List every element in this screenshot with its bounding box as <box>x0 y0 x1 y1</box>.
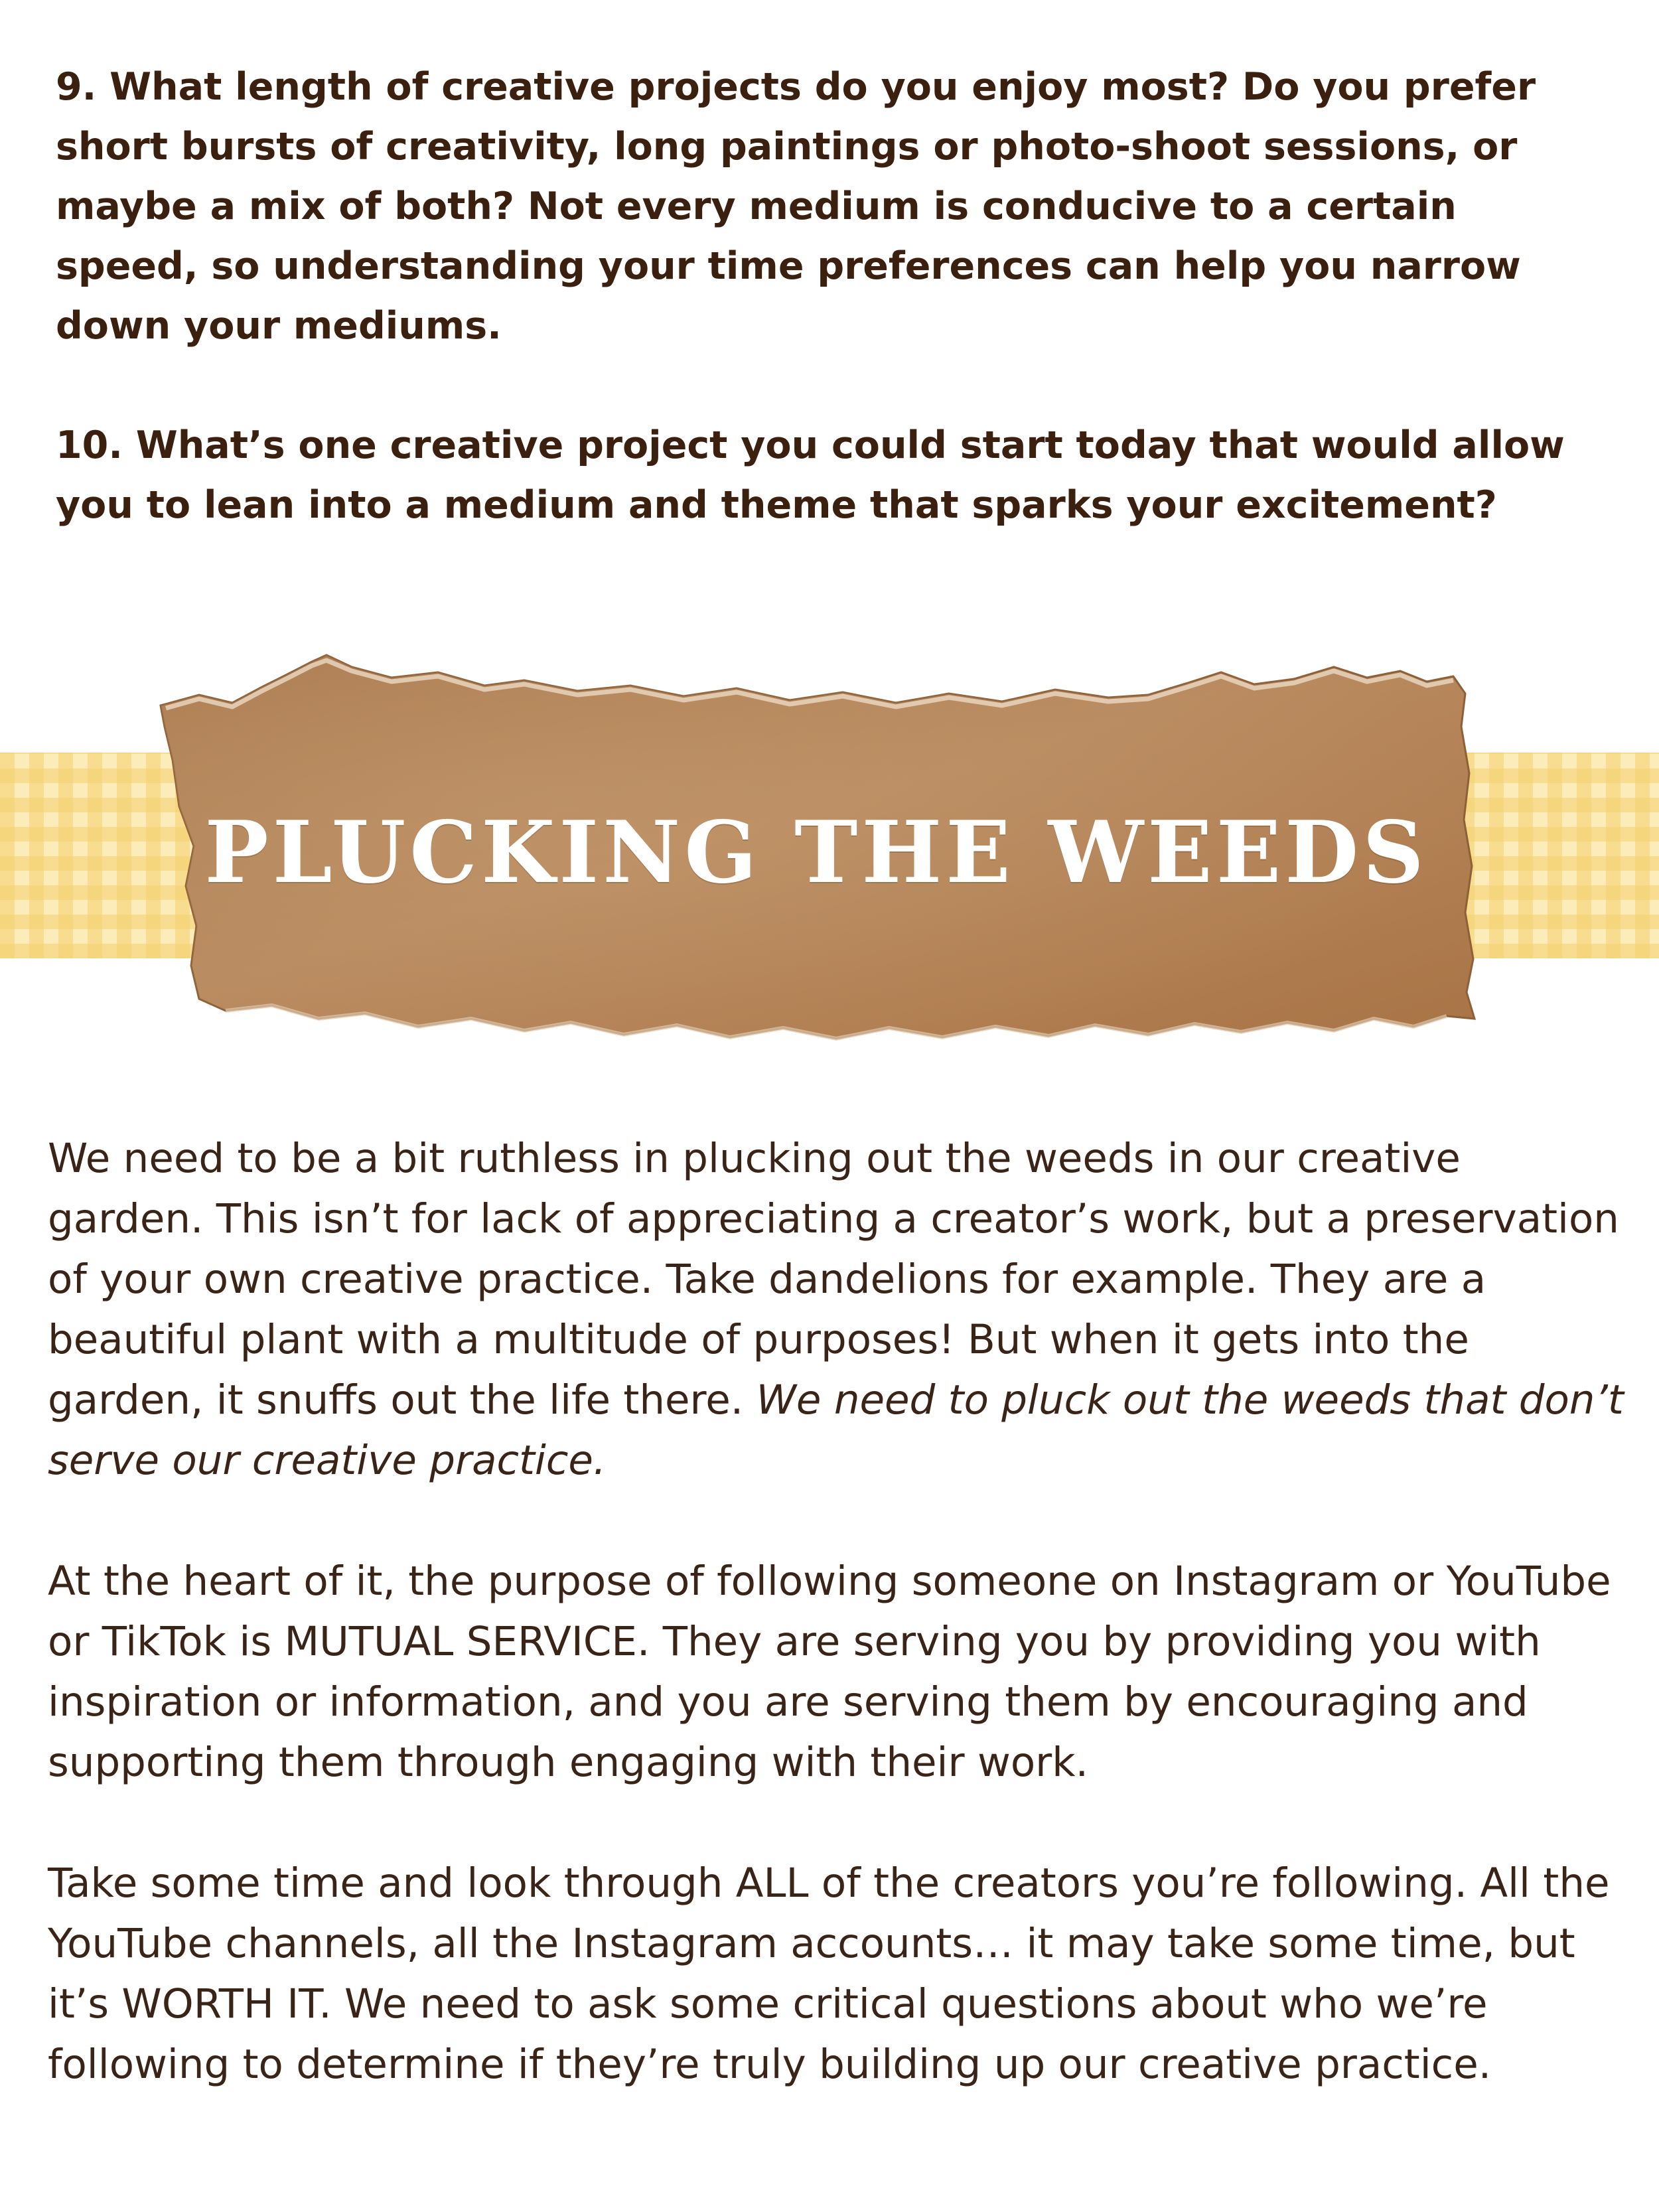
body-text <box>48 1128 1627 2095</box>
paragraph-weeds <box>48 1128 1627 1491</box>
paragraph-mutual-service: At the heart of it, the purpose of following someone on Instagram or YouTube or TikTok is MUTUAL SERVICE. They are serving you by providing you with inspiration or information, and you are serving them by encouraging and supporting them through engaging with their work. <box>48 1558 1611 1786</box>
question-9: 9. What length of creative projects do you enjoy most? Do you prefer short bursts of creativity, long paintings or photo-shoot sessions, or maybe a mix of both? Not every medium is conducive to a certain speed, so understanding your time preferences can help you narrow down your mediums. <box>56 65 1536 348</box>
paragraph-weeds-emphasis: We need to pluck out the weeds that don’t serve our creative practice. <box>48 1376 1624 1484</box>
section-heading: PLUCKING THE WEEDS <box>204 803 1428 903</box>
paragraph-review-creators: Take some time and look through ALL of the creators you’re following. All the YouTube channels, all the Instagram accounts… it may take some time, but it’s WORTH IT. We need to ask some critical questions about who we’re following to determine if they’re truly building up our creative practice. <box>48 1860 1610 2088</box>
question-10: 10. What’s one creative project you could start today that would allow you to lean into a medium and theme that sparks your excitement? <box>56 423 1565 527</box>
paragraph-weeds-text: We need to be a bit ruthless in plucking out the weeds in our creative garden. This isn’t for lack of appreciating a creator’s work, but a preservation of your own creative practice. Take dandelions for example. They are a beautiful plant with a multitude of purposes! But when it gets into the garden, it snuffs out the life there. <box>48 1135 1619 1424</box>
question-list <box>56 57 1609 535</box>
